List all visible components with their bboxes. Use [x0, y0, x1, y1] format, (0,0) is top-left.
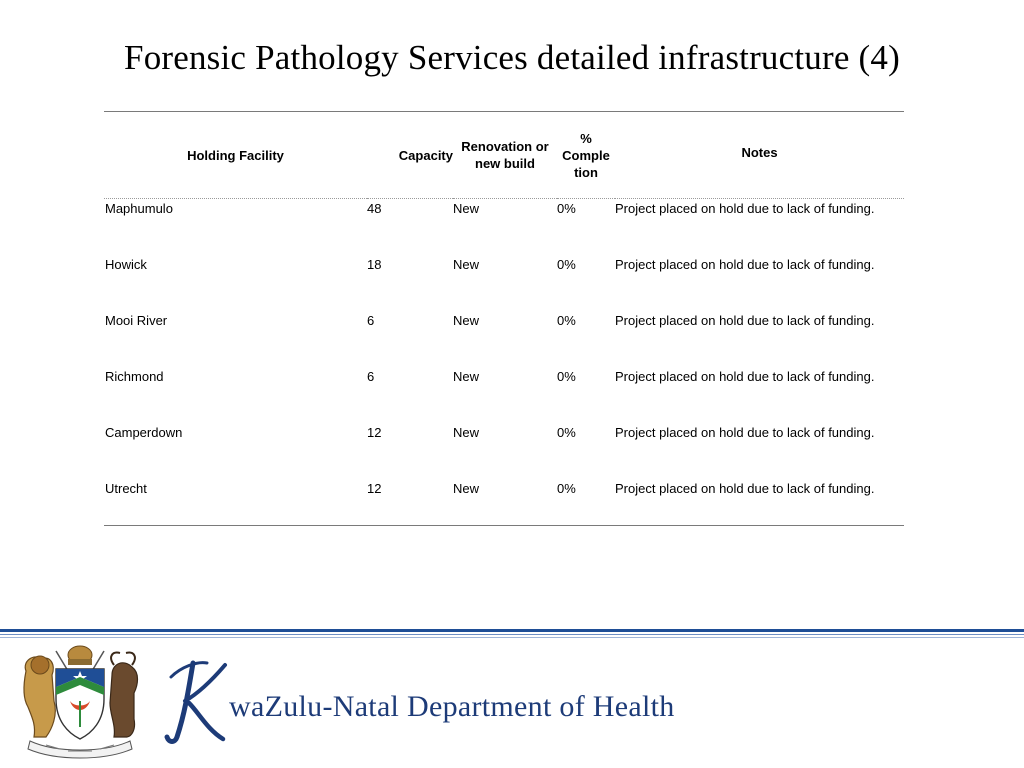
- table-row: [104, 367, 904, 423]
- table-header-row: [104, 112, 904, 199]
- cell-completion: 0%: [557, 313, 576, 328]
- table-row: [104, 311, 904, 367]
- cell-capacity: 6: [367, 313, 375, 328]
- cell-type: New: [453, 257, 480, 272]
- cell-completion: 0%: [557, 425, 576, 440]
- cell-notes: Project placed on hold due to lack of funding.: [615, 425, 875, 440]
- table-row: [104, 423, 904, 479]
- cell-type: New: [453, 313, 480, 328]
- cell-facility: Utrecht: [105, 481, 147, 496]
- cell-notes: Project placed on hold due to lack of funding.: [615, 369, 875, 384]
- cell-type: New: [453, 201, 480, 216]
- cell-notes: Project placed on hold due to lack of funding.: [615, 313, 875, 328]
- header-holding-facility: Holding Facility: [104, 112, 367, 199]
- cell-facility: Maphumulo: [105, 201, 173, 216]
- cell-type: New: [453, 369, 480, 384]
- cell-capacity: 6: [367, 369, 375, 384]
- header-completion: % Comple tion: [557, 112, 615, 199]
- cell-facility: Camperdown: [105, 425, 183, 440]
- kwazulu-k-logo-icon: [163, 657, 233, 745]
- header-renovation: Renovation or new build: [453, 112, 557, 199]
- coat-of-arms-icon: [16, 641, 144, 763]
- cell-type: New: [453, 425, 480, 440]
- cell-facility: Howick: [105, 257, 147, 272]
- table-row: [104, 255, 904, 311]
- table-row: [104, 479, 904, 526]
- footer-divider: [0, 629, 1024, 639]
- cell-capacity: 18: [367, 257, 382, 272]
- cell-capacity: 48: [367, 201, 382, 216]
- slide-title: Forensic Pathology Services detailed infrastructure (4): [124, 38, 900, 77]
- cell-notes: Project placed on hold due to lack of funding.: [615, 257, 875, 272]
- cell-completion: 0%: [557, 201, 576, 216]
- cell-type: New: [453, 481, 480, 496]
- header-capacity: Capacity: [367, 112, 453, 199]
- cell-notes: Project placed on hold due to lack of funding.: [615, 201, 875, 216]
- cell-facility: Richmond: [105, 369, 164, 384]
- cell-capacity: 12: [367, 481, 382, 496]
- cell-completion: 0%: [557, 369, 576, 384]
- department-name: waZulu-Natal Department of Health: [229, 690, 675, 723]
- table-row: [104, 199, 904, 256]
- cell-facility: Mooi River: [105, 313, 168, 328]
- cell-capacity: 12: [367, 425, 382, 440]
- cell-completion: 0%: [557, 257, 576, 272]
- header-notes: Notes: [615, 112, 904, 199]
- cell-completion: 0%: [557, 481, 576, 496]
- infrastructure-table: [104, 111, 904, 526]
- cell-notes: Project placed on hold due to lack of funding.: [615, 481, 875, 496]
